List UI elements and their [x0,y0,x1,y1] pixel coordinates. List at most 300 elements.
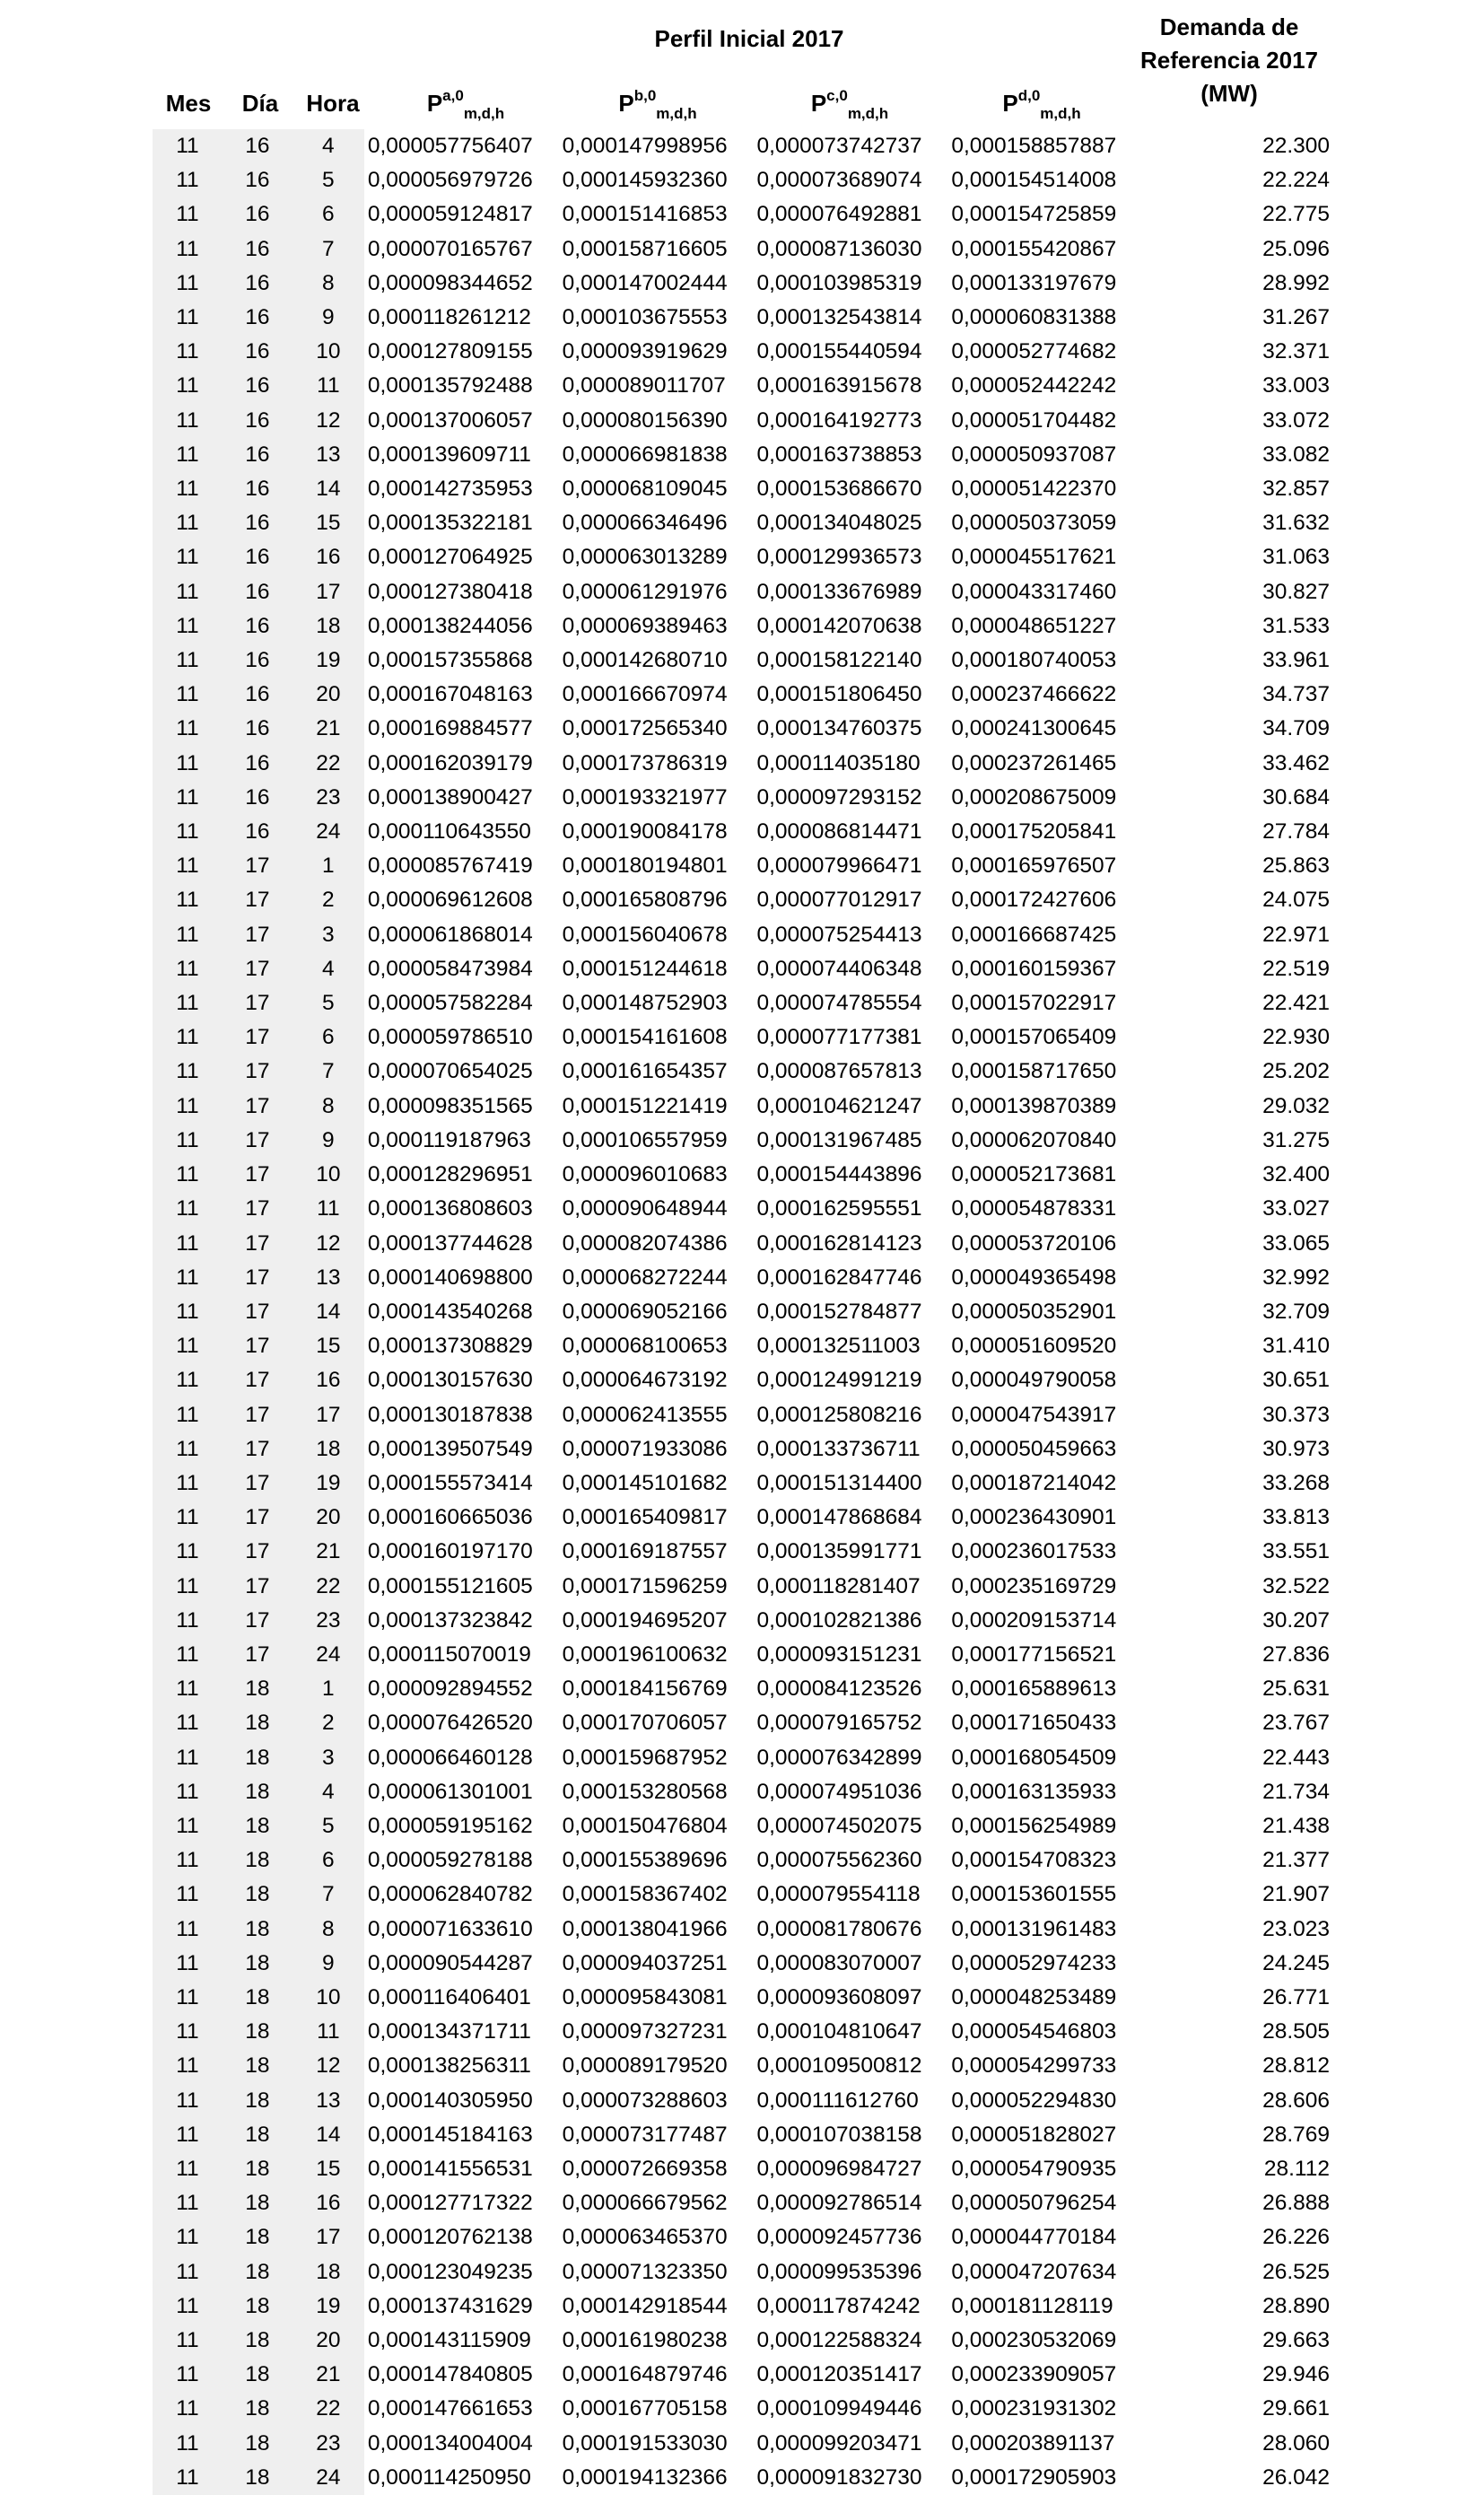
cell-demanda: 25.631 [1262,1676,1330,1702]
cell-dia: 18 [223,2461,292,2495]
cell-hora: 4 [292,952,364,986]
table-row [153,472,1337,506]
cell-pa: 0,000157355868 [367,648,533,673]
cell-hora: 15 [292,2152,364,2186]
cell-dia: 17 [223,986,292,1020]
cell-dia: 16 [223,301,292,335]
cell-demanda: 22.775 [1262,202,1330,227]
cell-hora: 21 [292,712,364,746]
cell-mes: 11 [153,335,223,369]
cell-pb: 0,000164879746 [562,2362,728,2387]
table-row [153,2186,1337,2220]
cell-pc: 0,000114035180 [756,750,921,775]
cell-hora: 12 [292,2049,364,2083]
cell-pb: 0,000158716605 [562,236,728,261]
cell-pa: 0,000128296951 [367,1162,533,1187]
cell-pa: 0,000058473984 [367,956,533,981]
cell-pa: 0,000110643550 [367,819,531,845]
cell-pb: 0,000093919629 [562,339,728,364]
cell-mes: 11 [153,1501,223,1535]
cell-pc: 0,000164192773 [756,407,922,433]
table-row [153,2392,1337,2426]
cell-pa: 0,000130187838 [367,1402,533,1427]
cell-pd: 0,000054790935 [951,2156,1117,2181]
cell-dia: 17 [223,1604,292,1638]
column-header-hora: Hora [306,90,360,117]
cell-mes: 11 [153,747,223,781]
cell-pd: 0,000172427606 [951,888,1117,913]
cell-hora: 8 [292,1090,364,1124]
cell-pc: 0,000099535396 [756,2259,922,2284]
cell-pb: 0,000068109045 [562,477,728,502]
cell-pd: 0,000131961483 [951,1916,1117,1941]
cell-mes: 11 [153,506,223,540]
cell-pa: 0,000127064925 [367,545,533,570]
cell-pc: 0,000079966471 [756,854,922,879]
cell-demanda: 28.112 [1263,2156,1330,2181]
table-title: Perfil Inicial 2017 [654,25,844,52]
cell-mes: 11 [153,1295,223,1329]
cell-pb: 0,000073177487 [562,2122,728,2147]
cell-hora: 9 [292,1947,364,1981]
cell-pd: 0,000235169729 [951,1573,1117,1598]
cell-pd: 0,000044770184 [951,2225,1117,2250]
table-row [153,1843,1337,1878]
cell-pc: 0,000163915678 [756,373,922,398]
cell-pd: 0,000153601555 [951,1882,1117,1907]
cell-pc: 0,000091832730 [756,2464,922,2490]
cell-pa: 0,000136808603 [367,1196,533,1221]
cell-pa: 0,000120762138 [367,2225,533,2250]
cell-dia: 16 [223,163,292,197]
cell-pd: 0,000237466622 [951,682,1117,707]
table-row [153,883,1337,917]
cell-mes: 11 [153,472,223,506]
cell-pa: 0,000169884577 [367,716,533,741]
cell-dia: 17 [223,1398,292,1432]
cell-pb: 0,000097327231 [562,2019,728,2044]
cell-pc: 0,000118281407 [756,1573,921,1598]
cell-hora: 22 [292,747,364,781]
cell-mes: 11 [153,163,223,197]
cell-hora: 11 [292,1192,364,1226]
cell-hora: 5 [292,163,364,197]
cell-dia: 16 [223,369,292,403]
cell-pd: 0,000158857887 [951,134,1117,158]
cell-pd: 0,000062070840 [951,1127,1117,1152]
cell-dia: 17 [223,1227,292,1261]
cell-hora: 6 [292,197,364,232]
cell-pc: 0,000087657813 [756,1059,922,1084]
p-subscript: m,d,h [463,105,505,122]
cell-hora: 3 [292,1741,364,1775]
table-row [153,301,1337,335]
table-row [153,1363,1337,1397]
cell-hora: 9 [292,1124,364,1158]
cell-pc: 0,000129936573 [756,545,922,570]
table-row [153,163,1337,197]
table-row [153,952,1337,986]
cell-demanda: 22.930 [1262,1025,1330,1050]
cell-pa: 0,000059786510 [367,1025,533,1050]
cell-mes: 11 [153,2015,223,2049]
cell-mes: 11 [153,2427,223,2461]
cell-dia: 16 [223,540,292,574]
cell-pa: 0,000057582284 [367,991,533,1016]
cell-pa: 0,000137323842 [367,1607,533,1633]
table-row [153,2461,1337,2495]
cell-demanda: 21.734 [1262,1779,1330,1804]
p-subscript: m,d,h [1040,105,1081,122]
cell-mes: 11 [153,438,223,472]
cell-dia: 16 [223,129,292,163]
cell-pb: 0,000069052166 [562,1299,728,1324]
table-row [153,1432,1337,1466]
cell-demanda: 32.522 [1262,1573,1330,1598]
cell-pd: 0,000048253489 [951,1984,1117,2009]
cell-pb: 0,000173786319 [562,750,728,775]
table-row [153,1295,1337,1329]
cell-demanda: 33.072 [1262,407,1330,433]
cell-pd: 0,000047207634 [951,2259,1117,2284]
cell-hora: 14 [292,1295,364,1329]
cell-pc: 0,000109949446 [756,2396,922,2421]
cell-dia: 17 [223,1329,292,1363]
cell-pa: 0,000134371711 [367,2019,531,2044]
cell-pd: 0,000051828027 [951,2122,1117,2147]
cell-pa: 0,000114250950 [367,2464,531,2490]
cell-pc: 0,000133676989 [756,579,922,604]
cell-pd: 0,000154725859 [951,202,1117,227]
cell-dia: 16 [223,404,292,438]
cell-pc: 0,000109500812 [756,2053,922,2079]
cell-pb: 0,000103675553 [562,305,728,330]
cell-demanda: 21.377 [1262,1848,1330,1873]
cell-demanda: 34.709 [1262,716,1330,741]
cell-pb: 0,000151244618 [562,956,728,981]
cell-dia: 17 [223,1570,292,1604]
cell-demanda: 28.992 [1262,270,1330,295]
cell-dia: 16 [223,335,292,369]
table-row [153,1501,1337,1535]
cell-mes: 11 [153,1947,223,1981]
cell-hora: 13 [292,438,364,472]
table-row [153,1775,1337,1809]
cell-pa: 0,000162039179 [367,750,533,775]
cell-dia: 18 [223,2118,292,2152]
table-row [153,2427,1337,2461]
cell-demanda: 29.032 [1262,1093,1330,1118]
table-row [153,2358,1337,2392]
cell-pb: 0,000106557959 [562,1127,728,1152]
cell-hora: 21 [292,1535,364,1569]
cell-demanda: 30.651 [1262,1368,1330,1393]
cell-dia: 18 [223,1706,292,1740]
cell-pa: 0,000123049235 [367,2259,533,2284]
cell-demanda: 22.443 [1262,1745,1330,1770]
table-row [153,1466,1337,1501]
cell-pd: 0,000052974233 [951,1950,1117,1975]
cell-pd: 0,000241300645 [951,716,1117,741]
cell-demanda: 31.533 [1262,613,1330,638]
cell-dia: 16 [223,643,292,678]
cell-mes: 11 [153,1741,223,1775]
cell-pb: 0,000061291976 [562,579,728,604]
cell-demanda: 28.505 [1262,2019,1330,2044]
cell-pa: 0,000155573414 [367,1470,533,1495]
cell-pd: 0,000236430901 [951,1505,1117,1530]
cell-pb: 0,000154161608 [562,1025,728,1050]
cell-hora: 10 [292,335,364,369]
cell-pb: 0,000096010683 [562,1162,728,1187]
cell-dia: 18 [223,2289,292,2324]
table-row [153,438,1337,472]
cell-pa: 0,000070165767 [367,236,533,261]
cell-mes: 11 [153,2392,223,2426]
cell-pd: 0,000155420867 [951,236,1117,261]
cell-dia: 16 [223,267,292,301]
cell-mes: 11 [153,1432,223,1466]
cell-pd: 0,000043317460 [951,579,1117,604]
cell-hora: 16 [292,540,364,574]
table-row [153,575,1337,609]
cell-demanda: 32.992 [1262,1265,1330,1290]
cell-mes: 11 [153,197,223,232]
p-superscript: d,0 [1017,87,1041,104]
cell-pa: 0,000119187963 [367,1127,531,1152]
cell-hora: 20 [292,678,364,712]
cell-pb: 0,000172565340 [562,716,728,741]
cell-demanda: 33.027 [1262,1196,1330,1221]
cell-pa: 0,000130157630 [367,1368,533,1393]
cell-dia: 18 [223,1741,292,1775]
cell-demanda: 29.661 [1262,2396,1330,2421]
table-row [153,1020,1337,1055]
cell-demanda: 28.890 [1262,2293,1330,2318]
cell-demanda: 21.907 [1262,1882,1330,1907]
cell-mes: 11 [153,986,223,1020]
cell-dia: 18 [223,1878,292,1912]
demand-header-line3: (MW) [1200,80,1258,107]
cell-hora: 4 [292,1775,364,1809]
cell-demanda: 29.663 [1262,2328,1330,2352]
cell-pb: 0,000180194801 [562,854,728,879]
cell-pa: 0,000135322181 [367,511,533,536]
cell-pc: 0,000073742737 [756,134,922,158]
cell-hora: 11 [292,369,364,403]
cell-pc: 0,000096984727 [756,2156,922,2181]
cell-pa: 0,000147840805 [367,2362,533,2387]
cell-pa: 0,000160197170 [367,1539,533,1564]
p-superscript: c,0 [826,87,848,104]
table-row [153,781,1337,815]
cell-dia: 16 [223,438,292,472]
cell-pd: 0,000049365498 [951,1265,1117,1290]
cell-demanda: 31.410 [1262,1334,1330,1359]
cell-mes: 11 [153,1535,223,1569]
cell-pc: 0,000117874242 [756,2293,921,2318]
cell-pc: 0,000079554118 [756,1882,921,1907]
cell-mes: 11 [153,1363,223,1397]
cell-demanda: 26.525 [1262,2259,1330,2284]
cell-dia: 16 [223,815,292,849]
cell-pb: 0,000068272244 [562,1265,728,1290]
cell-pc: 0,000075562360 [756,1848,922,1873]
cell-pc: 0,000134760375 [756,716,922,741]
table-row [153,747,1337,781]
cell-hora: 5 [292,986,364,1020]
cell-demanda: 32.709 [1262,1299,1330,1324]
cell-demanda: 28.606 [1262,2088,1330,2113]
table-row [153,1706,1337,1740]
cell-pc: 0,000135991771 [756,1539,922,1564]
cell-pa: 0,000137308829 [367,1334,533,1359]
cell-hora: 22 [292,2392,364,2426]
table-row [153,918,1337,952]
cell-hora: 18 [292,609,364,643]
cell-dia: 17 [223,1535,292,1569]
cell-pc: 0,000152784877 [756,1299,922,1324]
cell-pc: 0,000120351417 [756,2362,922,2387]
cell-pd: 0,000237261465 [951,750,1117,775]
cell-mes: 11 [153,2461,223,2495]
cell-demanda: 30.373 [1262,1402,1330,1427]
cell-demanda: 22.300 [1262,134,1330,158]
cell-pc: 0,000074951036 [756,1779,922,1804]
cell-pb: 0,000155389696 [562,1848,728,1873]
cell-demanda: 22.519 [1262,956,1330,981]
cell-demanda: 24.245 [1262,1950,1330,1975]
p-symbol: P [1002,90,1018,117]
cell-pa: 0,000141556531 [367,2156,533,2181]
table-row [153,1913,1337,1947]
table-row [153,197,1337,232]
table-row [153,335,1337,369]
cell-pc: 0,000086814471 [756,819,922,845]
cell-dia: 16 [223,575,292,609]
cell-pd: 0,000050459663 [951,1436,1117,1461]
cell-demanda: 21.438 [1262,1813,1330,1838]
cell-pd: 0,000158717650 [951,1059,1117,1084]
cell-pc: 0,000124991219 [756,1368,922,1393]
cell-pa: 0,000167048163 [367,682,533,707]
cell-pd: 0,000208675009 [951,784,1117,810]
cell-pb: 0,000064673192 [562,1368,728,1393]
cell-pd: 0,000133197679 [951,270,1117,295]
cell-demanda: 23.023 [1262,1916,1330,1941]
demand-header [1122,11,1337,110]
cell-mes: 11 [153,1158,223,1192]
cell-pb: 0,000170706057 [562,1711,728,1736]
cell-demanda: 28.812 [1262,2053,1330,2079]
cell-pa: 0,000061301001 [367,1779,533,1804]
cell-pc: 0,000097293152 [756,784,922,810]
cell-mes: 11 [153,1124,223,1158]
cell-dia: 17 [223,1261,292,1295]
cell-mes: 11 [153,883,223,917]
cell-pc: 0,000158122140 [756,648,922,673]
cell-pc: 0,000104621247 [756,1093,922,1118]
table-row [153,643,1337,678]
cell-mes: 11 [153,1604,223,1638]
cell-pa: 0,000092894552 [367,1676,533,1702]
cell-pb: 0,000190084178 [562,819,728,845]
table-row [153,1981,1337,2015]
cell-mes: 11 [153,1638,223,1672]
cell-pa: 0,000069612608 [367,888,533,913]
column-header-dia: Día [241,90,279,117]
table-row [153,506,1337,540]
cell-hora: 11 [292,2015,364,2049]
cell-pc: 0,000087136030 [756,236,922,261]
cell-hora: 1 [292,1672,364,1706]
cell-pd: 0,000203891137 [951,2430,1115,2456]
cell-dia: 17 [223,849,292,883]
cell-demanda: 24.075 [1262,888,1330,913]
cell-pb: 0,000165409817 [562,1505,728,1530]
cell-pa: 0,000155121605 [367,1573,533,1598]
table-row [153,1227,1337,1261]
table-row [153,1398,1337,1432]
cell-hora: 12 [292,404,364,438]
cell-demanda: 32.371 [1262,339,1330,364]
cell-pd: 0,000157065409 [951,1025,1117,1050]
cell-pb: 0,000071323350 [562,2259,728,2284]
cell-mes: 11 [153,2289,223,2324]
cell-mes: 11 [153,1775,223,1809]
cell-pb: 0,000066981838 [562,442,728,467]
cell-demanda: 33.551 [1262,1539,1330,1564]
cell-mes: 11 [153,404,223,438]
cell-pd: 0,000054299733 [951,2053,1117,2079]
table-row [153,1638,1337,1672]
cell-hora: 16 [292,2186,364,2220]
cell-dia: 17 [223,1124,292,1158]
cell-pb: 0,000153280568 [562,1779,728,1804]
cell-pc: 0,000122588324 [756,2328,922,2352]
cell-demanda: 25.863 [1262,854,1330,879]
cell-hora: 24 [292,815,364,849]
cell-pb: 0,000158367402 [562,1882,728,1907]
cell-mes: 11 [153,781,223,815]
cell-pd: 0,000050937087 [951,442,1117,467]
cell-hora: 19 [292,2289,364,2324]
cell-pa: 0,000139609711 [367,442,531,467]
cell-pb: 0,000066346496 [562,511,728,536]
cell-mes: 11 [153,2084,223,2118]
cell-dia: 17 [223,883,292,917]
p-superscript: b,0 [633,87,657,104]
cell-demanda: 22.224 [1262,168,1330,193]
cell-mes: 11 [153,1020,223,1055]
cell-demanda: 33.268 [1262,1470,1330,1495]
table-row [153,1809,1337,1843]
cell-pa: 0,000070654025 [367,1059,533,1084]
cell-dia: 18 [223,1947,292,1981]
cell-pb: 0,000080156390 [562,407,728,433]
cell-pa: 0,000098344652 [367,270,533,295]
table-header [153,7,1337,129]
table-row [153,2324,1337,2358]
cell-pb: 0,000148752903 [562,991,728,1016]
cell-pb: 0,000062413555 [562,1402,728,1427]
cell-hora: 14 [292,472,364,506]
cell-pa: 0,000139507549 [367,1436,533,1461]
cell-mes: 11 [153,1192,223,1226]
p-subscript: m,d,h [656,105,697,122]
cell-pc: 0,000107038158 [756,2122,922,2147]
cell-demanda: 22.971 [1262,922,1330,947]
